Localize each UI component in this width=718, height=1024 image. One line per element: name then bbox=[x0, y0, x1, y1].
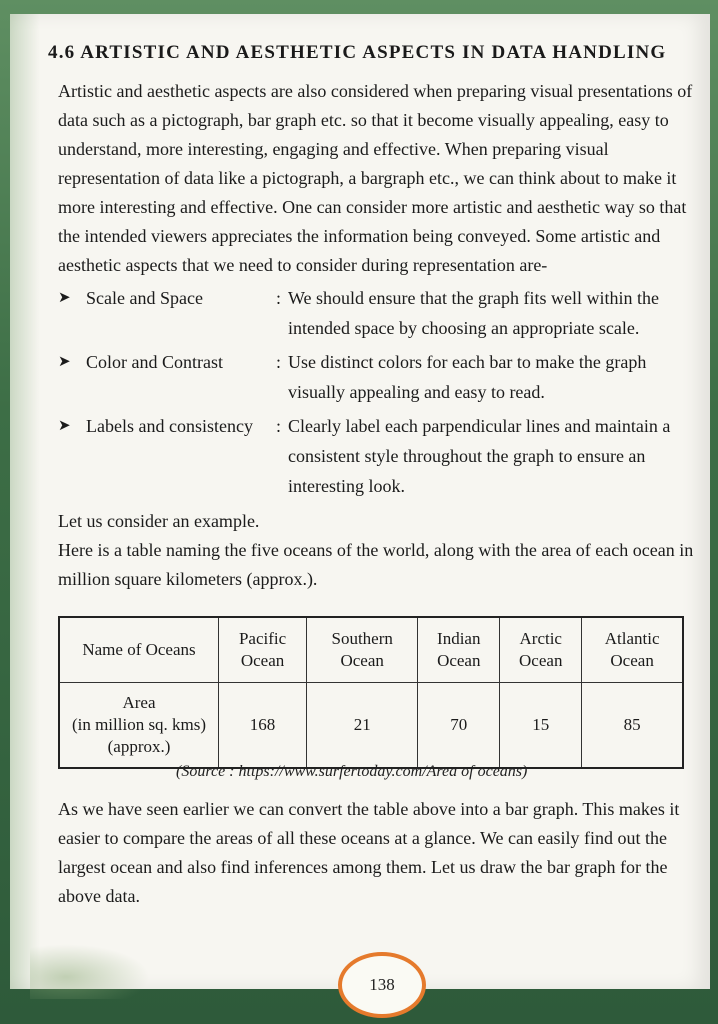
table-header-row bbox=[59, 617, 683, 683]
table-header-cell: Atlantic Ocean bbox=[582, 617, 683, 683]
aspect-description: Clearly label each parpendicular lines and maintain a consistent style throughout the graph to ensure an interesting look. bbox=[288, 416, 671, 496]
list-item-labels bbox=[58, 411, 698, 501]
table-header-label: Name of Oceans bbox=[59, 617, 219, 683]
table-cell: 21 bbox=[307, 683, 418, 769]
aspect-term: Color and Contrast bbox=[86, 352, 223, 372]
source-citation: (Source : https://www.surfertoday.com/Area of oceans) bbox=[176, 763, 528, 780]
aspect-description: We should ensure that the graph fits well within the intended space by choosing an appropriate scale. bbox=[288, 288, 659, 338]
example-text: Here is a table naming the five oceans of the world, along with the area of each ocean in million square kilometers (approx.). bbox=[58, 540, 694, 589]
separator: : bbox=[276, 416, 282, 436]
decorative-leaf bbox=[30, 944, 150, 999]
closing-paragraph: As we have seen earlier we can convert the table above into a bar graph. This makes it easier to compare the areas of all these oceans at a glance. We can easily find out the largest ocean and also find inferences among them. Let us draw the bar graph for the above data. bbox=[58, 799, 680, 906]
arrow-bullet-icon: ➤ bbox=[58, 354, 71, 370]
page-shadow bbox=[10, 14, 40, 989]
table-cell: 168 bbox=[219, 683, 307, 769]
table-header-cell: Arctic Ocean bbox=[500, 617, 582, 683]
table-cell: 85 bbox=[582, 683, 683, 769]
separator: : bbox=[276, 352, 282, 372]
table-header-cell: Southern Ocean bbox=[307, 617, 418, 683]
arrow-bullet-icon: ➤ bbox=[58, 290, 71, 306]
list-item-color bbox=[58, 347, 698, 407]
table-row bbox=[59, 683, 683, 769]
page-number-badge bbox=[338, 952, 426, 1018]
separator: : bbox=[276, 288, 282, 308]
table-row-label: Area (in million sq. kms) (approx.) bbox=[59, 683, 219, 769]
intro-paragraph: Artistic and aesthetic aspects are also considered when preparing visual presentations of data such as a pictograph, bar graph etc. so that it become visually appealing, easy to understand, more interesting, engaging and effective. When preparing visual representation of data like a pictograph, a bargraph etc., we can think about to make it more interesting and effective. One can consider more artistic and aesthetic way so that the intended viewers appreciates the information being conveyed. Some artistic and aesthetic aspects that we need to consider during representation are- bbox=[58, 81, 693, 275]
arrow-bullet-icon: ➤ bbox=[58, 418, 71, 434]
section-heading: 4.6 ARTISTIC AND AESTHETIC ASPECTS IN DATA HANDLING bbox=[48, 42, 667, 63]
table-header-cell: Pacific Ocean bbox=[219, 617, 307, 683]
table-header-cell: Indian Ocean bbox=[418, 617, 500, 683]
list-item-scale bbox=[58, 283, 698, 343]
page-number: 138 bbox=[369, 975, 395, 994]
aspect-description: Use distinct colors for each bar to make the graph visually appealing and easy to read. bbox=[288, 352, 647, 402]
example-intro: Let us consider an example. bbox=[58, 511, 260, 531]
oceans-table bbox=[58, 616, 684, 769]
table-cell: 70 bbox=[418, 683, 500, 769]
aspect-term: Labels and consistency bbox=[86, 416, 253, 436]
aspect-term: Scale and Space bbox=[86, 288, 203, 308]
table-cell: 15 bbox=[500, 683, 582, 769]
aspects-list bbox=[58, 283, 698, 505]
